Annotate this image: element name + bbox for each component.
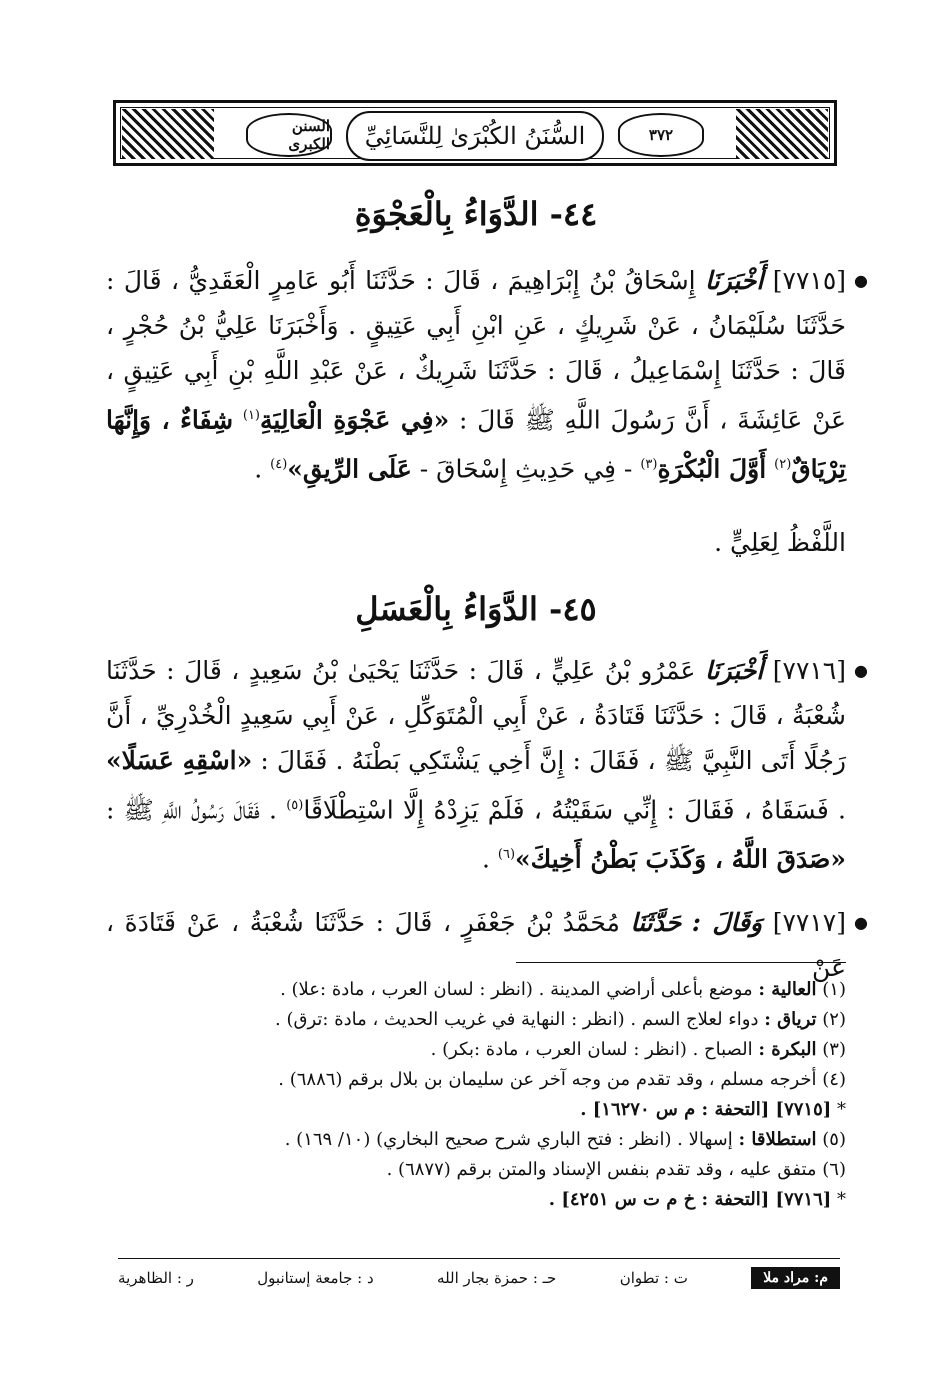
waqal-word: وَقَالَ :	[691, 908, 763, 937]
isnad-line-1: عَمْرُو بْنُ عَلِيٍّ ، قَالَ : حَدَّثَنَا يَحْيَىٰ بْنُ سَعِيدٍ ، قَالَ : حَدَّثَنَا	[106, 656, 696, 685]
footnote-ref-2: (٢)	[774, 457, 792, 473]
ahbarana-word: أَخْبَرَنَا	[704, 656, 764, 685]
fn-text: دواء لعلاج السم . (انظر : النهاية في غريب الحديث ، مادة :ترق) .	[275, 1009, 759, 1030]
footnote-ref-4: (٤)	[270, 457, 288, 473]
siglum-t: ت : تطوان	[619, 1269, 688, 1287]
footnote-6	[106, 1155, 846, 1185]
manuscript-sigla	[118, 1264, 840, 1292]
fn-num: (٣)	[822, 1039, 846, 1060]
footnotes	[106, 975, 846, 1215]
section-title-45: ٤٥- الدَّوَاءُ بِالْعَسَلِ	[355, 590, 597, 628]
tuhfa-ref-7716	[106, 1185, 846, 1215]
footnote-ref-1: (١)	[242, 408, 260, 423]
footnote-1	[106, 975, 846, 1005]
matn-quote-4: عَلَى الرِّيقِ»	[287, 454, 412, 484]
isnad-line-4: عَائِشَةَ ، أَنَّ رَسُولَ اللَّهِ ﷺ قَالَ :	[458, 405, 803, 435]
fn-text: الصباح . (انظر : لسان العرب ، مادة :بكر) .	[430, 1039, 753, 1060]
end-mark: .	[481, 844, 490, 874]
matn-quote-2: «صَدَقَ اللَّهُ ، وَكَذَبَ بَطْنُ أَخِيكَ»	[515, 844, 846, 874]
fn-term: العالية :	[758, 979, 817, 1000]
page-number: ٣٧٢	[618, 113, 704, 157]
siglum-h: حـ : حمزة بجار الله	[437, 1269, 557, 1287]
end-mark: .	[254, 454, 263, 484]
fn-term: استطلاقا :	[738, 1129, 817, 1150]
hadith-7716: ● [٧٧١٦] أَخْبَرَنَا عَمْرُو بْنُ عَلِيٍّ ، قَالَ : حَدَّثَنَا يَحْيَىٰ بْنُ سَعِيدٍ ، قَالَ : حَدَّثَنَا شُعْبَةُ ، قَالَ : حَدَّثَنَا قَتَادَةُ ، عَنْ أَبِي الْمُتَوَكِّلِ ، عَنْ أَبِي سَعِيدٍ الْخُدْرِيِّ ، أَنَّ رَجُلًا أَتَى النَّبِيَّ ﷺ ، فَقَالَ : إِنَّ أَخِي يَشْتَكِي بَطْنَهُ . فَقَالَ : «اسْقِهِ عَسَلًا» . فَسَقَاهُ ، فَقَالَ : إِنِّي سَقَيْتُهُ ، فَلَمْ يَزِدْهُ إِلَّا اسْتِطْلَاقًا$^{(٥)}$ . فَقَالَ رَسُولُ اللَّهِ ﷺ : «صَدَقَ اللَّهُ ، وَكَذَبَ بَطْنُ أَخِيكَ»$^{(٦)}$ .	[106, 648, 846, 882]
matn-quote-1: «فِي عَجْوَةِ الْعَالِيَةِ	[260, 405, 450, 435]
footnote-ref-3: (٣)	[640, 457, 658, 473]
section-title-44: ٤٤- الدَّوَاءُ بِالْعَجْوَةِ	[354, 195, 598, 233]
fn-num: (٤)	[822, 1069, 846, 1090]
asterisk-icon: *	[837, 1099, 846, 1120]
header-ornament-left	[122, 109, 214, 159]
fn-term: [٧٧١٦] [التحفة : خ م ت س ٤٢٥١] .	[548, 1189, 832, 1210]
haddathana-word: حَدَّثَنَا	[630, 908, 682, 937]
footnote-5	[106, 1125, 846, 1155]
asterisk-icon: *	[837, 1189, 846, 1210]
footnote-ref-5: (٥)	[286, 798, 304, 813]
fn-text: متفق عليه ، وقد تقدم بنفس الإسناد والمتن برقم (٦٨٧٧) .	[386, 1159, 817, 1180]
page-header	[113, 100, 837, 166]
hadith-number: [٧٧١٧]	[772, 908, 846, 937]
hadith-number: [٧٧١٦]	[772, 656, 846, 685]
fn-text: موضع بأعلى أراضي المدينة . (انظر : لسان العرب ، مادة :علا) .	[280, 979, 753, 1000]
siglum-d: د : جامعة إستانبول	[257, 1269, 374, 1287]
footnote-4	[106, 1065, 846, 1095]
isnad-line-3: رَجُلًا أَتَى النَّبِيَّ ﷺ ، فَقَالَ : إِنَّ أَخِي يَشْتَكِي بَطْنَهُ . فَقَالَ :	[260, 746, 847, 775]
hadith-7715	[106, 258, 868, 492]
bullet-icon: ●	[854, 661, 868, 680]
narration-line: فَسَقَاهُ ، فَقَالَ : إِنِّي سَقَيْتُهُ ، فَلَمْ يَزِدْهُ إِلَّا اسْتِطْلَاقًا	[303, 795, 829, 825]
hadith-number: [٧٧١٥]	[772, 266, 847, 295]
fn-text: إسهالا . (انظر : فتح الباري شرح صحيح البخاري) (١٠/ ١٦٩) .	[284, 1129, 733, 1150]
siglum-m: م: مراد ملا	[751, 1267, 840, 1289]
matn-quote-3: أَوَّلَ الْبُكْرَةِ	[657, 454, 767, 484]
isnad-text: مُحَمَّدُ بْنُ جَعْفَرٍ ، قَالَ : حَدَّثَنَا شُعْبَةُ ، عَنْ قَتَادَةَ ، عَنْ	[106, 908, 846, 982]
fn-num: (٥)	[822, 1129, 846, 1150]
variant-note: - فِي حَدِيثِ إِسْحَاقَ -	[419, 454, 633, 484]
wording-note	[106, 520, 846, 565]
fn-term: البكرة :	[758, 1039, 817, 1060]
footer-divider	[118, 1258, 840, 1259]
isnad-line-2: حَدَّثَنَا سُلَيْمَانُ ، عَنْ شَرِيكٍ ، عَنِ ابْنِ أَبِي عَتِيقٍ . وَأَخْبَرَنَا عَلِيُّ بْنُ حُجْرٍ ،	[106, 311, 846, 340]
ahbarana-word: أَخْبَرَنَا	[705, 266, 764, 295]
footnote-2	[106, 1005, 846, 1035]
matn-quote-2: شِفَاءٌ ، وَإِنَّهَا تِرْيَاقٌ	[106, 405, 846, 484]
book-emblem: السنن الكبرى	[246, 113, 332, 157]
fn-term: ترياق :	[764, 1009, 817, 1030]
footnote-ref-6: (٦)	[497, 847, 516, 863]
footnote-3	[106, 1035, 846, 1065]
bullet-icon: ●	[854, 913, 868, 932]
isnad-line-3: قَالَ : حَدَّثَنَا إِسْمَاعِيلُ ، قَالَ : حَدَّثَنَا شَرِيكٌ ، عَنْ عَبْدِ اللَّهِ بْنِ أَبِي عَتِيقٍ ، عَنْ	[106, 356, 847, 435]
bullet-icon: ●	[854, 271, 868, 290]
matn-quote-1: «اسْقِهِ عَسَلًا»	[106, 746, 253, 775]
header-ornament-right	[736, 109, 828, 159]
fn-num: (١)	[822, 979, 846, 1000]
fn-num: (٦)	[822, 1159, 846, 1180]
siglum-r: ر : الظاهرية	[118, 1269, 194, 1287]
isnad-line-1: إِسْحَاقُ بْنُ إِبْرَاهِيمَ ، قَالَ : حَدَّثَنَا أَبُو عَامِرٍ الْعَقَدِيُّ ، قَالَ :	[106, 266, 696, 295]
book-title: السُّنَنُ الكُبْرَىٰ لِلنَّسَائِيِّ	[346, 111, 604, 161]
isnad-line-2: شُعْبَةُ ، قَالَ : حَدَّثَنَا قَتَادَةُ ، عَنْ أَبِي الْمُتَوَكِّلِ ، عَنْ أَبِي سَعِيدٍ الْخُدْرِيِّ ، أَنَّ	[106, 701, 846, 730]
tuhfa-ref-7715	[106, 1095, 846, 1125]
wording-note-text: اللَّفْظُ لِعَلِيٍّ .	[714, 528, 846, 557]
fn-num: (٢)	[822, 1009, 846, 1030]
fn-text: أخرجه مسلم ، وقد تقدم من وجه آخر عن سليمان بن بلال برقم (٦٨٨٦) .	[278, 1069, 817, 1090]
footnote-divider	[516, 962, 846, 963]
narration-line-cont: . فَقَالَ رَسُولُ اللَّهِ ﷺ :	[106, 795, 277, 825]
fn-term: [٧٧١٥] [التحفة : م س ١٦٢٧٠] .	[580, 1099, 832, 1120]
